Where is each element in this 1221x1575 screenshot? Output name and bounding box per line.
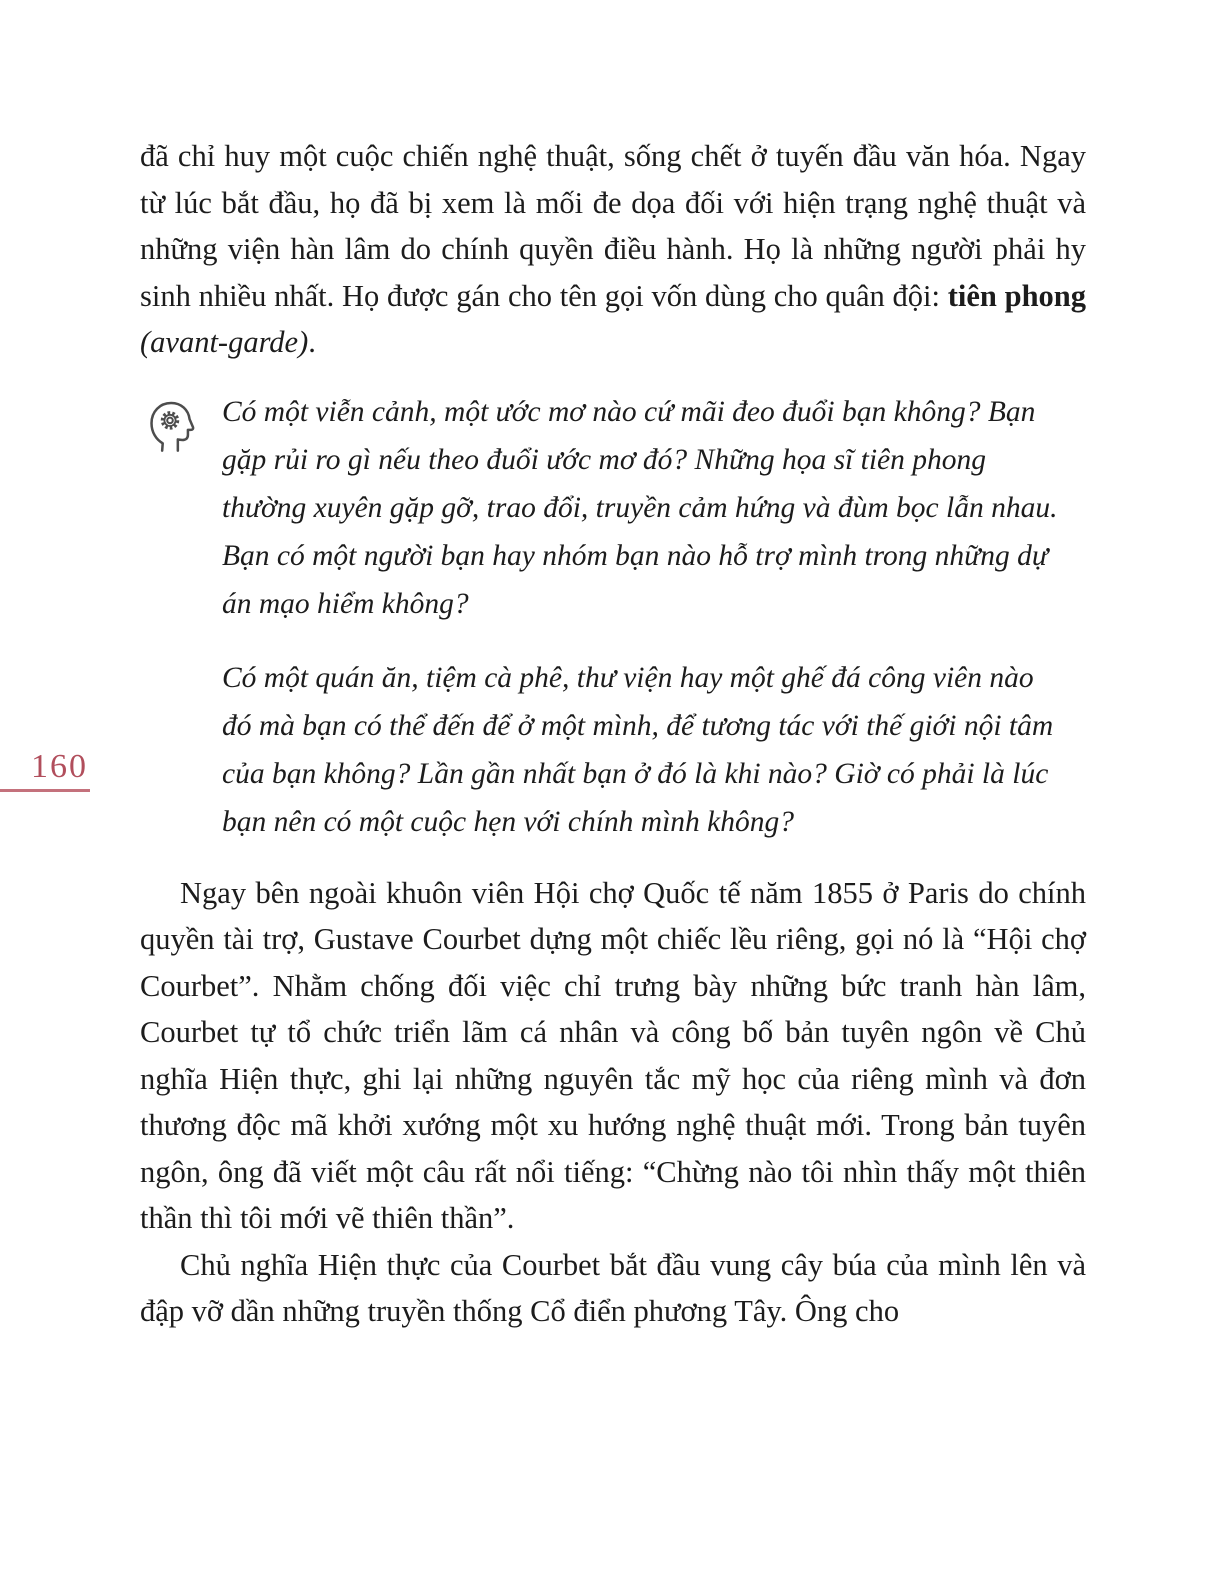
reflection-question-2: Có một quán ăn, tiệm cà phê, thư viện hay một ghế đá công viên nào đó mà bạn có thể đến để ở một mình, để tương tác với thế giới nội tâm của bạn không? Lần gần nhất bạn ở đó là khi nào? Giờ có phải là lúc bạn nên có một cuộc hẹn với chính mình không? bbox=[222, 661, 1054, 838]
reflection-question-1: Có một viễn cảnh, một ước mơ nào cứ mãi đeo đuổi bạn không? Bạn gặp rủi ro gì nếu theo đuổi ước mơ đó? Những họa sĩ tiên phong thường xuyên gặp gỡ, trao đổi, truyền cảm hứng và đùm bọc lẫn nhau. Bạn có một người bạn hay nhóm bạn nào hỗ trợ mình trong những dự án mạo hiểm không? bbox=[222, 395, 1058, 620]
reflection-block bbox=[140, 388, 1086, 846]
courbet-paragraph: Ngay bên ngoài khuôn viên Hội chợ Quốc tế năm 1855 ở Paris do chính quyền tài trợ, Gustave Courbet dựng một chiếc lều riêng, gọi nó là “Hội chợ Courbet”. Nhằm chống đối việc chỉ trưng bày những bức tranh hàn lâm, Courbet tự tổ chức triển lãm cá nhân và công bố bản tuyên ngôn về Chủ nghĩa Hiện thực, ghi lại những nguyên tắc mỹ học của riêng mình và đơn thương độc mã khởi xướng một xu hướng nghệ thuật mới. Trong bản tuyên ngôn, ông đã viết một câu rất nổi tiếng: “Chừng nào tôi nhìn thấy một thiên thần thì tôi mới vẽ thiên thần”. bbox=[140, 875, 1086, 1235]
opening-paragraph: đã chỉ huy một cuộc chiến nghệ thuật, sống chết ở tuyến đầu văn hóa. Ngay từ lúc bắt đầu, họ đã bị xem là mối đe dọa đối với hiện trạng nghệ thuật và những viện hàn lâm do chính quyền điều hành. Họ là những người phải hy sinh nhiều nhất. Họ được gán cho tên gọi vốn dùng cho quân đội: tiên phong (avant-garde). bbox=[140, 139, 1086, 359]
page-number-rule bbox=[0, 789, 90, 792]
page-margin-strip bbox=[0, 748, 90, 792]
realism-paragraph: Chủ nghĩa Hiện thực của Courbet bắt đầu vung cây búa của mình lên và đập vỡ dần những truyền thống Cổ điển phương Tây. Ông cho bbox=[140, 1247, 1086, 1328]
page-content bbox=[140, 133, 1086, 1335]
thinking-head-gear-icon bbox=[142, 396, 198, 456]
page-number: 160 bbox=[31, 748, 88, 785]
